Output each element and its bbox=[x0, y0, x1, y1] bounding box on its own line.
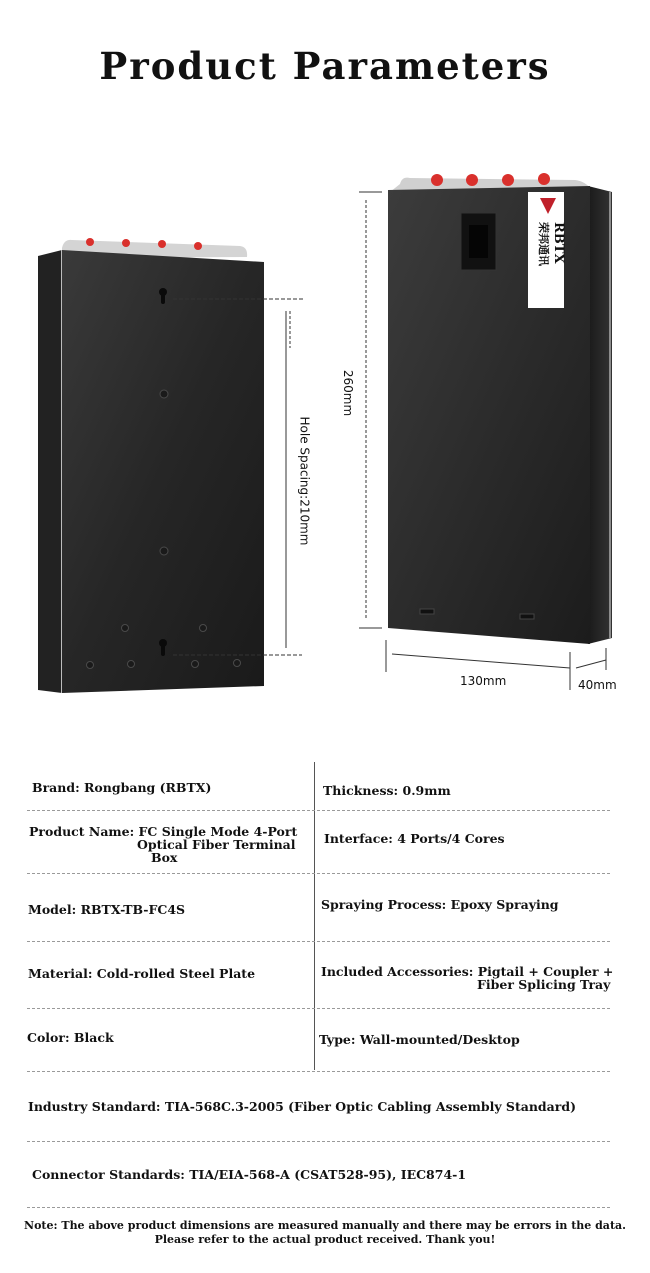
spec-thickness: Thickness: 0.9mm bbox=[323, 783, 451, 798]
spec-product-name-line2: Optical Fiber Terminal bbox=[137, 837, 296, 852]
height-label: 260mm bbox=[341, 369, 356, 417]
footnote bbox=[0, 1219, 650, 1247]
brand-logo bbox=[528, 192, 566, 308]
spec-interface: Interface: 4 Ports/4 Cores bbox=[324, 831, 505, 846]
depth-label: 40mm bbox=[578, 678, 617, 692]
spec-spraying: Spraying Process: Epoxy Spraying bbox=[321, 897, 559, 912]
row-divider bbox=[27, 941, 610, 942]
row-divider bbox=[27, 810, 610, 811]
footnote-line2: Please refer to the actual product received. Thank you! bbox=[154, 1233, 496, 1246]
spec-model: Model: RBTX-TB-FC4S bbox=[28, 902, 186, 917]
hole-spacing-label: Hole Spacing:210mm bbox=[297, 416, 312, 546]
spec-industry-standard: Industry Standard: TIA-568C.3-2005 (Fiber Optic Cabling Assembly Standard) bbox=[28, 1099, 577, 1114]
width-label: 130mm bbox=[460, 674, 507, 688]
row-divider bbox=[27, 1008, 610, 1009]
table-divider bbox=[314, 762, 315, 1070]
spec-brand: Brand: Rongbang (RBTX) bbox=[32, 780, 212, 795]
row-divider bbox=[27, 1141, 610, 1142]
product-figure bbox=[0, 160, 650, 720]
spec-material: Material: Cold-rolled Steel Plate bbox=[28, 966, 256, 981]
back-view-box bbox=[38, 238, 264, 693]
footnote-line1: Note: The above product dimensions are measured manually and there may be errors in the data. bbox=[24, 1219, 626, 1232]
front-view-box bbox=[388, 173, 612, 644]
spec-product-name-line1: Product Name: FC Single Mode 4-Port bbox=[29, 824, 298, 839]
row-divider bbox=[27, 1071, 610, 1072]
spec-connector-standards: Connector Standards: TIA/EIA-568-A (CSAT528-95), IEC874-1 bbox=[32, 1167, 467, 1182]
svg-text:荣邦通讯: 荣邦通讯 bbox=[537, 222, 550, 266]
spec-accessories-line2: Fiber Splicing Tray bbox=[477, 977, 611, 992]
spec-product-name-line3: Box bbox=[151, 850, 178, 865]
spec-accessories-line1: Included Accessories: Pigtail + Coupler + bbox=[321, 964, 614, 979]
svg-text:RBTX: RBTX bbox=[551, 222, 566, 264]
spec-type: Type: Wall-mounted/Desktop bbox=[319, 1032, 520, 1047]
row-divider bbox=[27, 1207, 610, 1208]
row-divider bbox=[27, 873, 610, 874]
spec-color: Color: Black bbox=[27, 1030, 114, 1045]
page-title: Product Parameters bbox=[99, 44, 551, 88]
